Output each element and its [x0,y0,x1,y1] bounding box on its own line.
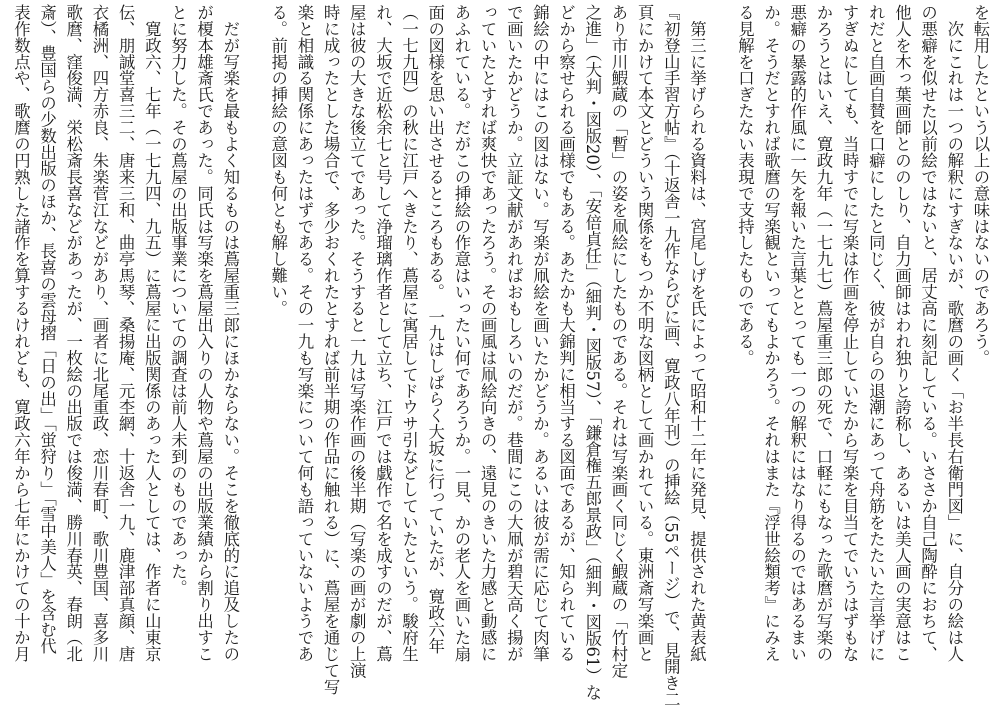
text-column: 他人を木っ葉画師とののしり、自力画師はわれ独りと誇称し、あるいは美人画の実意はこ [892,4,912,662]
text-column: 伝、朋誠堂喜三二、唐来三和、曲亭馬琴、桑揚庵、元杢網、十返舎一九、鹿津部真顔、唐 [116,4,136,662]
text-column: （一七九四）の秋に江戸へきたり、蔦屋に寓居してドウサ引などしていたという。駿府生 [399,4,419,662]
text-column: 次にこれは一つの解釈にすぎないが、歌麿の画く「お半長右衛門図」に、自分の絵は人 [944,4,964,662]
text-column: っていたとすれば爽快であったろう。その画風は凧絵向きの、遠見のきいた力感と動感に [478,4,498,662]
text-column: か。そうだとすれば歌麿の写楽観といってもよかろう。それはまた『浮世絵類考』にみえ [761,4,781,662]
text-column: れだと自画自賛を口癖にしたと同じく、彼が自らの退潮にあって舟筋をたたいた言挙げに [866,4,886,662]
text-column: 悪癖の暴露的作風に一矢を報いた言葉ととっても一つの解釈にはなり得るのではあるまい [787,4,807,662]
text-column: る見解を口ぎたない表現で支持したものである。 [735,4,755,366]
text-column: かろうとはいえ、寛政九年（一七九七）蔦屋重三郎の死で、口軽にもなった歌麿が写楽の [813,4,833,662]
text-column: で画いたかどうか。立証文献があればおもしろいのだが。巷間にこの大凧が碧天高く揚が [504,4,524,662]
vertical-text-page [11,4,990,708]
paragraph-gap [248,4,260,596]
text-column: 歌麿、窪俊満、栄松斎長喜などがあったが、一枚絵の出版では俊満、勝川春英、春朗（北 [63,4,83,662]
text-column: の悪癖を似せた以前絵ではないと、居丈高に刻記している。いささか自己陶酔におちて、 [918,4,938,662]
text-column: だが写楽を最もよく知るものは蔦屋重三郎にほかならない。そこを徹底的に追及したの [220,4,240,662]
text-column: 之進」（大判・図版20）、「安倍貞任」（細判・図版57）、「鎌倉権五郎景政」（細判・図版61）な [582,4,602,701]
text-column: 楽と相識る関係にあったはずである。その一九も写楽について何も語っていないようであ [294,4,314,662]
text-column: あり市川鰕蔵の「暫」の姿を凧絵にしたものである。それは写楽画く同じく鰕蔵の「竹村定 [608,4,628,679]
text-column: 頁にかけて本文とどういう関係をもつか不明な図柄として画かれている。東洲斎写楽画と [635,4,655,662]
text-column: 第三に挙げられる資料は、宮尾しげを氏によって昭和十二年に発見、提供された黄表紙 [687,4,707,662]
paragraph-gap [714,4,726,596]
text-column: る。前掲の挿絵の意図も何とも解し難い。 [268,4,288,317]
text-column: とに努力した。その蔦屋の出版事業についての調査は前人未到のものであった。 [168,4,188,597]
text-column: 表作数点や、歌麿の円熟した諸作を算するけれども、寛政六年から七年にかけての十か月 [11,4,31,662]
text-column: 『初登山手習方帖』（十返舎一九作ならびに画、寛政八年刊）の挿絵（55ページ）で、見開き二 [661,4,681,708]
text-column: すぎぬにしても、当時すでに写楽は作画を停止していたから写楽を目当てでいうはずもな [840,4,860,662]
text-column: 衣橘洲、四方赤良、朱楽菅江などがあり、画者に北尾重政、恋川春町、歌川豊国、喜多川 [89,4,109,662]
text-column: 錦絵の中にはこの図はない。写楽が凧絵を画いたかどうか。あるいは彼が需に応じて肉筆 [530,4,550,662]
text-column: どから察せられる画様でもある。あたかも大錦判に相当する図面であるが、知られている [556,4,576,662]
text-column: あふれている。だがこの挿絵の作意はいったい何であろうか。一見、かの老人を画いた扇 [451,4,471,662]
text-column: 時に成ったとした場合で、多少おくれたとすれば前半期の作品に触れる）に、蔦屋を通じて写 [321,4,341,695]
text-column: れ、大坂で近松余七と号して浄瑠璃作者として立ち、江戸では戯作で名を成すのだが、蔦 [373,4,393,662]
text-column: 屋は彼の大きな後立てであった。そうすると一九は写楽作画の後半期（写楽の画が劇の上演 [347,4,367,679]
text-column: が榎本雄斎氏であった。同氏は写楽を蔦屋出入りの人物や蔦屋の出版業績から割り出すこ [194,4,214,662]
text-column: 寛政六、七年（一七九四、九五）に蔦屋に出版関係のあった人としては、作者に山東京 [142,4,162,662]
text-column: 斎）、豊国らの少数出版のほか、長喜の雲母摺「日の出」「蛍狩り」「雪中美人」を含む代 [37,4,57,654]
text-column: を転用したという以上の意味はないのであろう。 [970,4,990,366]
text-column: 面の図様を思い出させるところもある。 一九はしばらく大坂に行っていたが、寛政六年 [425,4,445,654]
